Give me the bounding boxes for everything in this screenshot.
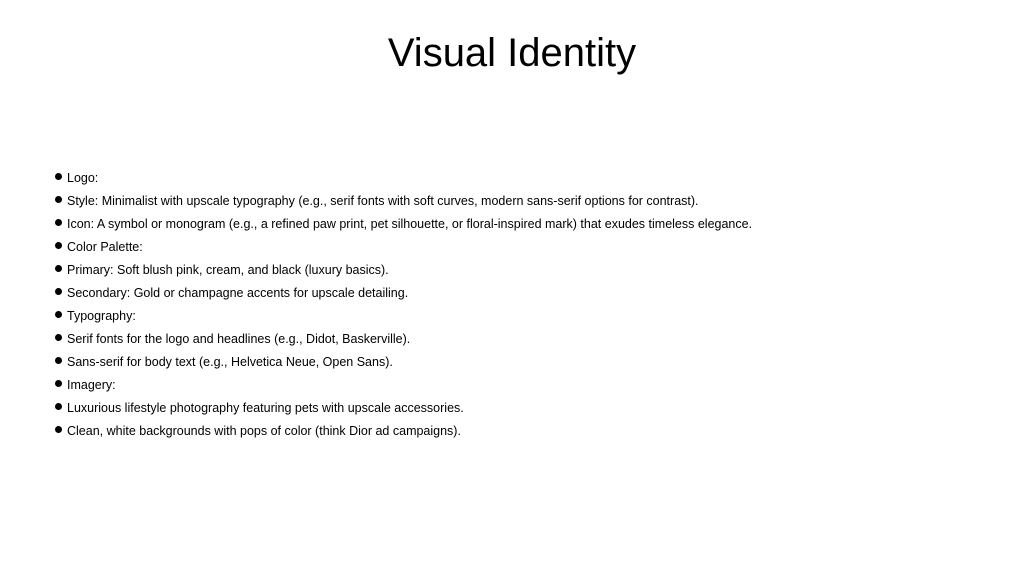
bullet-text: Serif fonts for the logo and headlines (e.g., Didot, Baskerville). xyxy=(67,332,411,346)
bullet-item xyxy=(55,305,1005,328)
bullet-text: Icon: A symbol or monogram (e.g., a refined paw print, pet silhouette, or floral-inspired mark) that exudes timeless elegance. xyxy=(67,217,753,231)
bullet-text: Style: Minimalist with upscale typography (e.g., serif fonts with soft curves, modern sans-serif options for contrast). xyxy=(67,194,699,208)
bullet-text: Secondary: Gold or champagne accents for upscale detailing. xyxy=(67,286,409,300)
bullet-dot-icon xyxy=(55,334,62,341)
bullet-text: Luxurious lifestyle photography featuring pets with upscale accessories. xyxy=(67,401,464,415)
bullet-item xyxy=(55,259,1005,282)
bullet-list xyxy=(55,167,1005,443)
bullet-item xyxy=(55,213,1005,236)
bullet-item xyxy=(55,190,1005,213)
bullet-dot-icon xyxy=(55,219,62,226)
bullet-dot-icon xyxy=(55,173,62,180)
bullet-item xyxy=(55,420,1005,443)
bullet-item xyxy=(55,167,1005,190)
bullet-dot-icon xyxy=(55,242,62,249)
bullet-dot-icon xyxy=(55,311,62,318)
bullet-item xyxy=(55,328,1005,351)
bullet-text: Typography: xyxy=(67,309,136,323)
bullet-item xyxy=(55,236,1005,259)
bullet-text: Imagery: xyxy=(67,378,116,392)
bullet-dot-icon xyxy=(55,265,62,272)
bullet-item xyxy=(55,374,1005,397)
bullet-text: Logo: xyxy=(67,171,99,185)
bullet-text: Color Palette: xyxy=(67,240,143,254)
bullet-dot-icon xyxy=(55,403,62,410)
bullet-text: Primary: Soft blush pink, cream, and black (luxury basics). xyxy=(67,263,389,277)
bullet-item xyxy=(55,282,1005,305)
bullet-dot-icon xyxy=(55,288,62,295)
bullet-dot-icon xyxy=(55,426,62,433)
bullet-item xyxy=(55,397,1005,420)
slide-title: Visual Identity xyxy=(387,31,637,75)
bullet-dot-icon xyxy=(55,357,62,364)
bullet-dot-icon xyxy=(55,196,62,203)
bullet-item xyxy=(55,351,1005,374)
bullet-dot-icon xyxy=(55,380,62,387)
bullet-text: Clean, white backgrounds with pops of color (think Dior ad campaigns). xyxy=(67,424,461,438)
bullet-text: Sans-serif for body text (e.g., Helvetica Neue, Open Sans). xyxy=(67,355,393,369)
